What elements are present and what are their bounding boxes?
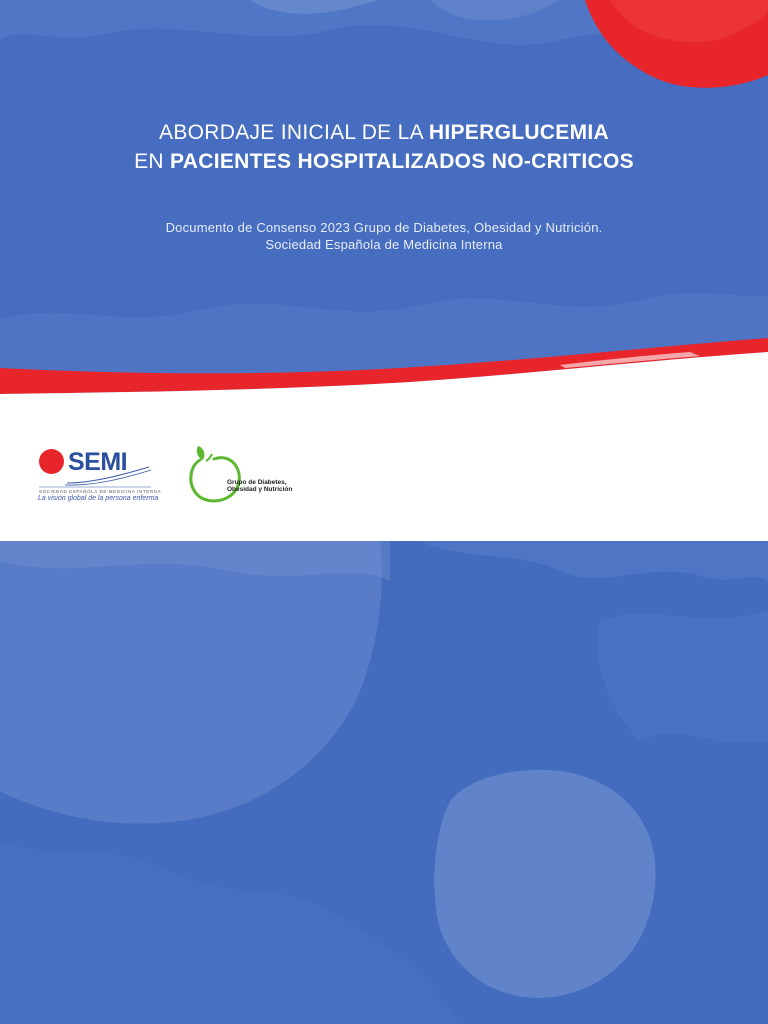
semi-logo [37,447,162,507]
semi-swoosh-icon [37,461,153,489]
title-line-2-light: EN [134,150,171,173]
gdon-line-2: Obesidad y Nutrición [227,486,293,493]
document-subtitle [0,219,768,253]
semi-logo-name: SEMI [68,448,128,476]
subtitle-line-2: Sociedad Española de Medicina Interna [265,237,503,252]
red-brush-wave [0,330,768,405]
title-line-2 [0,147,768,176]
semi-tagline-small: SOCIEDAD ESPAÑOLA DE MEDICINA INTERNA [39,489,162,494]
title-line-1 [0,118,768,147]
apple-icon [186,444,246,506]
subtitle-line-1: Documento de Consenso 2023 Grupo de Diabetes, Obesidad y Nutrición. [165,220,603,235]
gdon-logo-text [227,479,292,493]
title-line-1-light: ABORDAJE INICIAL DE LA [159,121,429,144]
gdon-line-1: Grupo de Diabetes, [227,479,287,486]
title-line-2-bold: PACIENTES HOSPITALIZADOS NO-CRITICOS [170,150,634,173]
footer-decoration [0,541,768,1024]
cover-footer-band [0,541,768,1024]
gdon-logo [186,444,296,506]
semi-tagline-italic: La visión global de la persona enferma [38,495,159,502]
title-line-1-bold: HIPERGLUCEMIA [428,121,609,144]
document-title [0,118,768,176]
